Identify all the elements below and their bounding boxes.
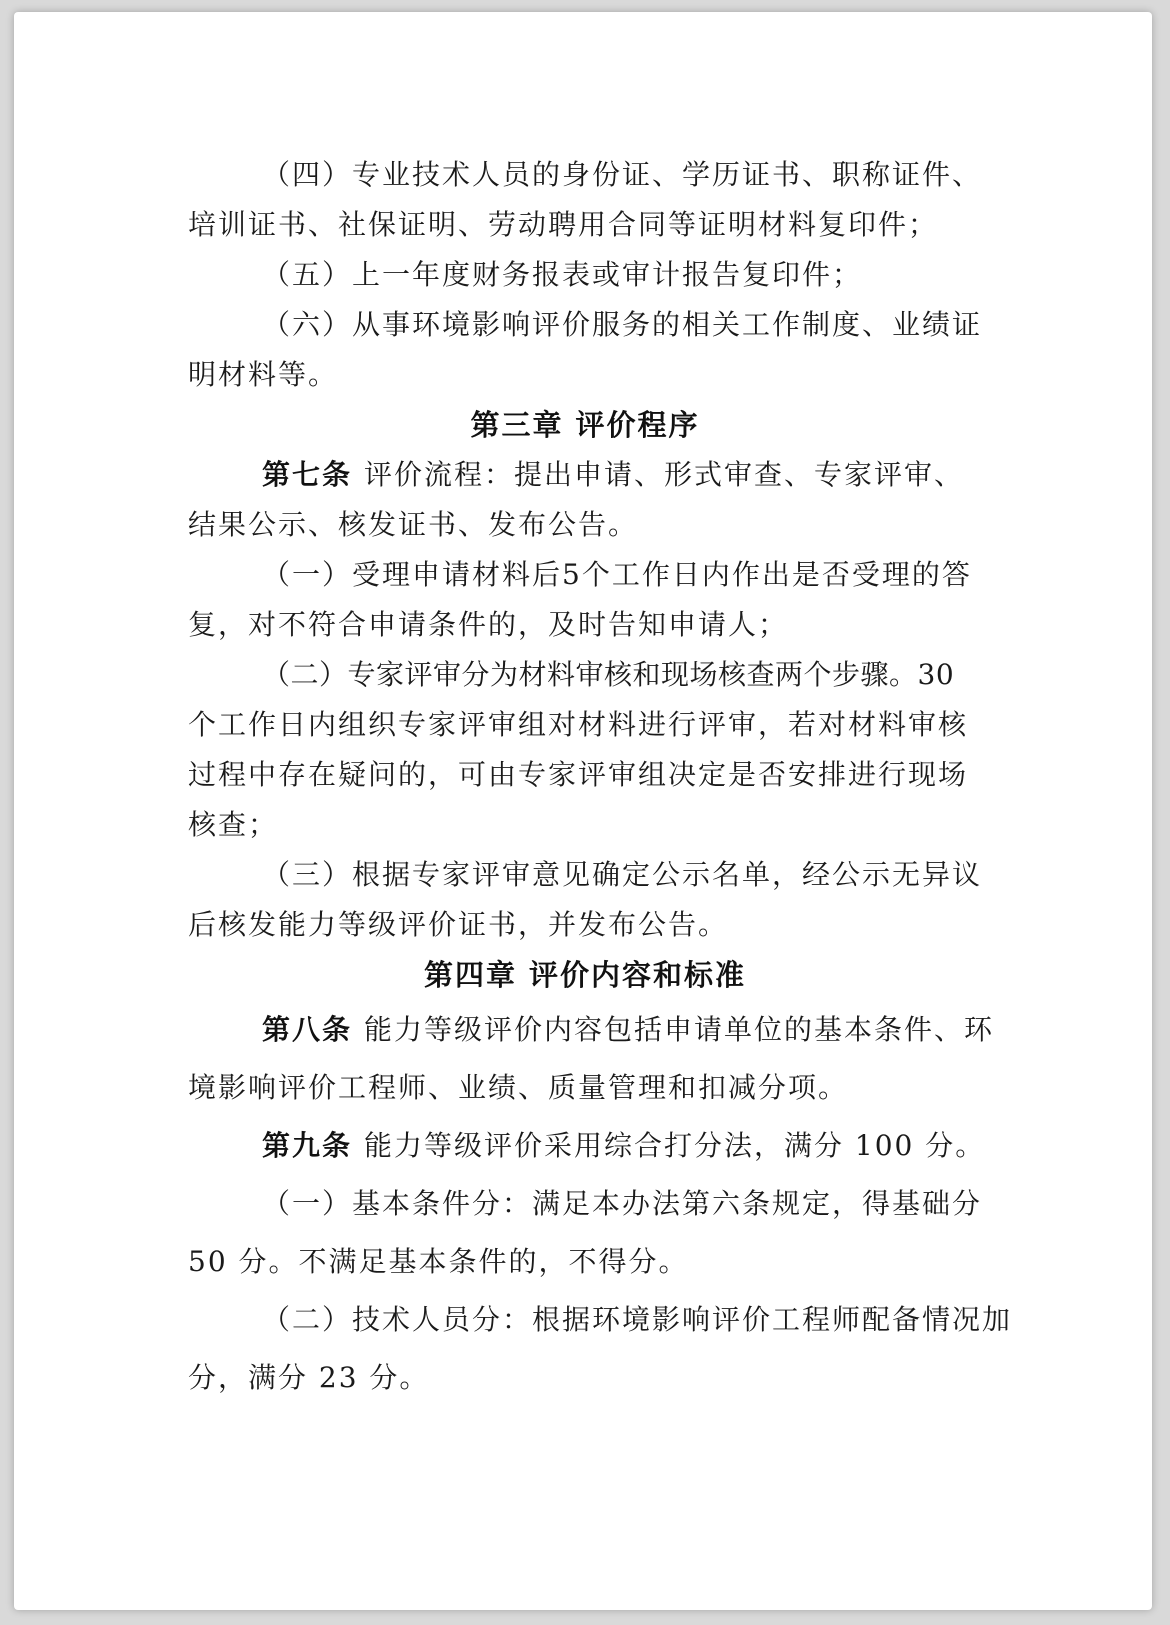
text-line: （四）专业技术人员的身份证、学历证书、职称证件、 <box>262 158 983 191</box>
chapter-heading: 第三章 评价程序 <box>470 408 700 442</box>
article-label: 第九条 <box>262 1129 353 1162</box>
text-line: 结果公示、核发证书、发布公告。 <box>188 508 639 541</box>
text-line: （三）根据专家评审意见确定公示名单，经公示无异议 <box>262 858 983 891</box>
text-line: （一）基本条件分：满足本办法第六条规定，得基础分 <box>262 1187 983 1220</box>
article-label: 第八条 <box>262 1013 353 1046</box>
text-line: （二）专家评审分为材料审核和现场核查两个步骤。30 <box>262 658 955 691</box>
text-span: 评价流程：提出申请、形式审查、专家评审、 <box>364 458 965 491</box>
text-line: 核查； <box>188 808 279 841</box>
text-line: （五）上一年度财务报表或审计报告复印件； <box>262 258 863 291</box>
text-span: 能力等级评价采用综合打分法，满分 100 分。 <box>364 1129 986 1162</box>
article-paragraph <box>262 1126 986 1166</box>
text-line: 复，对不符合申请条件的，及时告知申请人； <box>188 608 789 641</box>
article-label: 第七条 <box>262 458 353 491</box>
text-line: 分，满分 23 分。 <box>188 1361 430 1394</box>
text-line: （一）受理申请材料后5个工作日内作出是否受理的答 <box>262 558 972 591</box>
chapter-heading: 第四章 评价内容和标准 <box>423 958 747 992</box>
text-line: 培训证书、社保证明、劳动聘用合同等证明材料复印件； <box>188 208 939 241</box>
text-line: 明材料等。 <box>188 358 339 391</box>
text-line: 境影响评价工程师、业绩、质量管理和扣减分项。 <box>188 1071 849 1104</box>
text-line: 过程中存在疑问的，可由专家评审组决定是否安排进行现场 <box>188 758 969 791</box>
text-line: （二）技术人员分：根据环境影响评价工程师配备情况加 <box>262 1303 1013 1336</box>
text-line: （六）从事环境影响评价服务的相关工作制度、业绩证 <box>262 308 983 341</box>
text-line: 后核发能力等级评价证书，并发布公告。 <box>188 908 729 941</box>
text-span: 能力等级评价内容包括申请单位的基本条件、环 <box>364 1013 995 1046</box>
text-line: 50 分。不满足基本条件的，不得分。 <box>188 1245 689 1278</box>
article-paragraph <box>262 1010 995 1050</box>
article-paragraph <box>262 455 978 495</box>
text-line: 个工作日内组织专家评审组对材料进行评审，若对材料审核 <box>188 708 969 741</box>
